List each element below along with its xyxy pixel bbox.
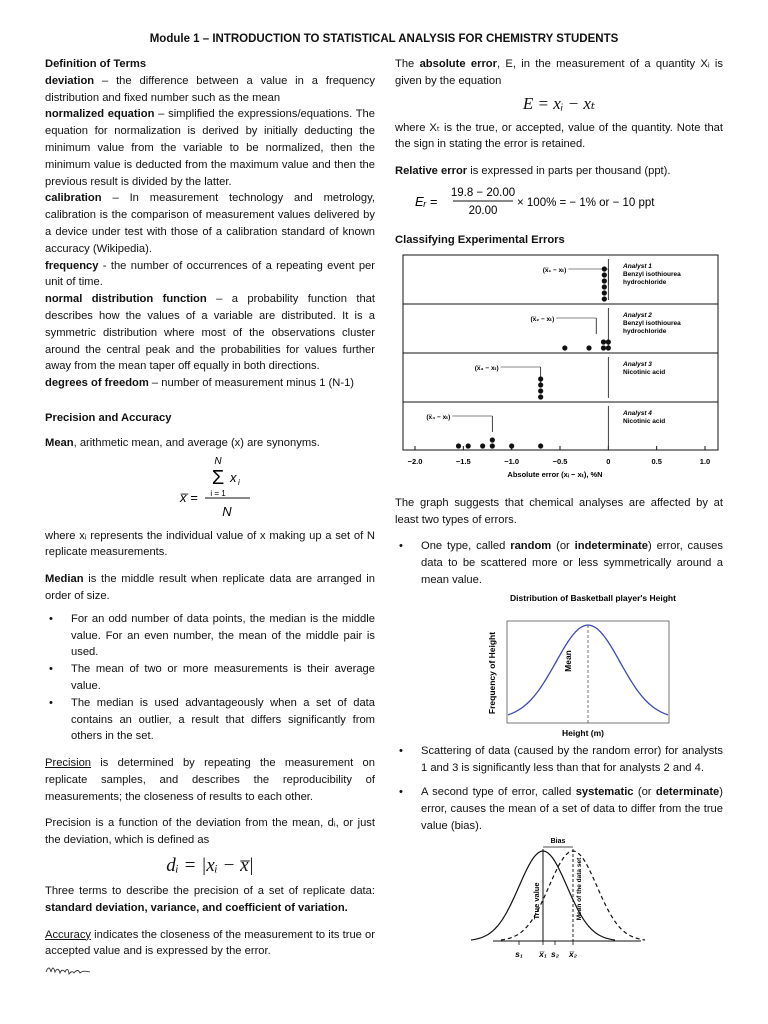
analyst-substance: Nicotinic acid	[623, 368, 666, 376]
bell-y-label: Frequency of Height	[487, 631, 497, 714]
er-num: 19.8 − 20.00	[450, 186, 516, 199]
tick-label: s₂	[551, 948, 559, 959]
data-point	[601, 345, 606, 350]
data-point	[606, 345, 611, 350]
xi-paragraph: where xᵢ represents the individual value of x making up a set of N replicate measurements.	[45, 529, 375, 559]
mean-formula-sum-bottom: i = 1	[210, 488, 226, 498]
right-column	[395, 56, 723, 963]
x-tick-label: 0.5	[651, 456, 662, 466]
error-type-list	[395, 538, 723, 588]
data-point	[562, 345, 567, 350]
error-type-list-2	[395, 743, 723, 835]
er-rhs: × 100% = − 1% or − 10 ppt	[517, 196, 655, 209]
data-point	[466, 443, 471, 448]
data-point	[601, 339, 606, 344]
x-tick-label: −1.5	[455, 456, 471, 466]
data-point	[538, 443, 543, 448]
x-tick-label: −2.0	[407, 456, 423, 466]
deviation-formula: dᵢ = |xᵢ − x̅|	[166, 855, 254, 877]
absolute-error-formula: E = xᵢ − xₜ	[522, 93, 596, 113]
analyst-substance-2: hydrochloride	[623, 278, 667, 286]
mean-formula-den: N	[222, 503, 232, 519]
relative-error-formula	[395, 182, 723, 222]
def-deviation: deviation – the difference between a value in a frequency distribution and fixed number such as the mean	[45, 74, 375, 104]
analyst-name: Analyst 3	[623, 360, 652, 368]
median-bullet-list	[45, 611, 375, 745]
x-tick-label: 0	[606, 456, 611, 466]
three-terms-paragraph: Three terms to describe the precision of a set of replicate data: standard deviation, variance, and coefficient of variation.	[45, 885, 375, 914]
analyst-name: Analyst 2	[623, 311, 652, 319]
er-den: 20.00	[468, 204, 498, 217]
classify-heading: Classifying Experimental Errors	[395, 233, 565, 246]
analyst-substance: Benzyl isothiourea	[623, 270, 681, 278]
analyst-name: Analyst 1	[623, 262, 652, 270]
data-point	[456, 443, 461, 448]
true-value-paragraph: where Xₜ is the true, or accepted, value of the quantity. Note that the sign in stating the error is retained.	[395, 121, 723, 151]
left-column	[45, 56, 375, 960]
data-point	[606, 339, 611, 344]
mean-label: (x̅₃ − xₜ)	[474, 364, 499, 372]
data-point	[538, 382, 543, 387]
data-point	[480, 443, 485, 448]
error-scatter-chart	[395, 253, 723, 481]
data-point	[602, 272, 607, 277]
mean-formula	[45, 454, 375, 524]
data-point	[602, 284, 607, 289]
def-frequency: frequency - the number of occurrences of a repeating event per unit of time.	[45, 259, 375, 289]
bell-x-label: Height (m)	[561, 727, 605, 738]
x-tick-label: −0.5	[552, 456, 568, 466]
scatter-item: • Scattering of data (caused by the random error) for analysts 1 and 3 is significantly less than that for analysts 2 and 4.	[395, 743, 723, 777]
data-point	[602, 278, 607, 283]
list-item: • The median is used advantageously when a set of data contains an outlier, a result that differs significantly from others in the set.	[45, 695, 375, 745]
absolute-error-paragraph: The absolute error, E, in the measurement of a quantity Xᵢ is given by the equation	[395, 58, 723, 87]
mean-formula-var: x	[230, 469, 237, 485]
data-point	[602, 290, 607, 295]
def-normal-distribution: normal distribution function – a probability function that describes how the values of a variable are distributed. It is a symmetric distribution where most of the observations cluster around the central peak and the probabilities for values further away from the mean taper off equally in both directions.	[45, 293, 375, 373]
bias-chart	[395, 837, 723, 963]
precision-paragraph: Precision is determined by repeating the measurement on replicate samples, and describes the reproducibility of measurements; the closeness of results to each other.	[45, 757, 375, 803]
mean-paragraph: Mean, arithmetic mean, and average (x) are synonyms.	[45, 436, 320, 449]
def-degrees-of-freedom: degrees of freedom – number of measurement minus 1 (N-1)	[45, 377, 355, 390]
data-point	[602, 296, 607, 301]
mean-formula-lhs: x̅ =	[180, 489, 198, 505]
analyst-name: Analyst 4	[623, 409, 652, 417]
data-point	[538, 394, 543, 399]
precision-accuracy-heading: Precision and Accuracy	[45, 411, 172, 424]
definitions-heading: Definition of Terms	[45, 58, 147, 70]
systematic-error-item: • A second type of error, called systematic (or determinate) error, causes the mean of a set of data to differ from the true value (bias).	[395, 784, 723, 834]
tick-label: s₁	[515, 948, 523, 959]
analyst-substance-2: hydrochloride	[623, 327, 667, 335]
x-tick-label: −1.0	[504, 456, 520, 466]
bias-label: Bias	[550, 837, 566, 845]
tick-label: x̅₁	[539, 948, 547, 959]
bell-mean-label: Mean	[563, 649, 573, 672]
page-title: Module 1 – INTRODUCTION TO STATISTICAL ANALYSIS FOR CHEMISTRY STUDENTS	[149, 33, 619, 45]
data-point	[586, 345, 591, 350]
data-point	[538, 388, 543, 393]
analyst-substance: Benzyl isothiourea	[623, 319, 681, 327]
x-tick-label: 1.0	[699, 456, 711, 466]
list-item: • For an odd number of data points, the median is the middle value. For an even number, the mean of the middle pair is used.	[45, 611, 375, 661]
signature-scribble	[44, 962, 94, 978]
data-point	[509, 443, 514, 448]
precision-function-paragraph: Precision is a function of the deviation from the mean, dᵢ, or just the deviation, which is defined as	[45, 817, 375, 847]
true-value-label: True value	[532, 882, 541, 920]
normal-distribution-chart	[395, 591, 723, 739]
mean-formula-sub: i	[238, 477, 240, 487]
bell-title: Distribution of Basketball player's Height	[510, 592, 676, 603]
list-item: • The mean of two or more measurements is their average value.	[45, 661, 375, 695]
accuracy-paragraph: Accuracy indicates the closeness of the measurement to its true or accepted value and is expressed by the error.	[45, 928, 375, 958]
relative-error-paragraph: Relative error is expressed in parts per thousand (ppt).	[395, 165, 671, 178]
mean-label: (x̅₄ − xₜ)	[426, 413, 451, 421]
mean-label: (x̅₂ − xₜ)	[530, 315, 555, 323]
median-paragraph: Median is the middle result when replicate data are arranged in order of size.	[45, 573, 375, 602]
def-calibration: calibration – In measurement technology and metrology, calibration is the comparison of measurement values delivered by a device under test with those of a calibration standard of known accuracy (Wikipedia).	[45, 192, 375, 255]
data-point	[490, 437, 495, 442]
mean-formula-sigma: Σ	[211, 466, 225, 489]
graph-suggests-paragraph: The graph suggests that chemical analyses are affected by at least two types of errors.	[395, 496, 723, 526]
mean-data-set-label: Mean of the data set	[576, 857, 583, 920]
def-normalized: normalized equation – simplified the expressions/equations. The equation for normalization is derived by initially deducting the minimum value from the variable to be normalized, then the minimum value is deducted from the maximum value and then the previous result is divided by the latter.	[45, 108, 375, 188]
er-lhs: Eᵣ =	[415, 193, 438, 209]
analyst-substance: Nicotinic acid	[623, 417, 666, 425]
tick-label: x̅₂	[569, 948, 577, 959]
data-point	[490, 443, 495, 448]
mean-formula-sum-top: N	[214, 455, 222, 467]
chart-x-label: Absolute error (xᵢ − xₜ), %N	[507, 469, 603, 479]
random-error-item: • One type, called random (or indeterminate) error, causes data to be scattered more or less symmetrically around a mean value.	[395, 538, 723, 588]
mean-label: (x̅₁ − xₜ)	[542, 266, 567, 274]
